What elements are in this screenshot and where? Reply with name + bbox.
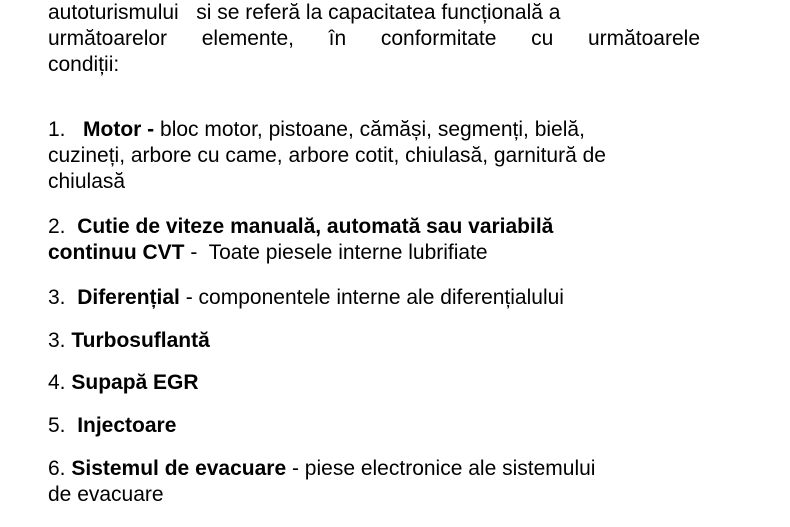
item-title: Cutie de viteze manuală, automată sau variabilă bbox=[77, 215, 554, 238]
list-item-sistemul-de-evacuare bbox=[48, 456, 700, 508]
item-text: de evacuare bbox=[48, 483, 164, 506]
list-item-turbosuflanta bbox=[48, 328, 700, 354]
intro-paragraph bbox=[48, 0, 700, 78]
list-item-diferential bbox=[48, 285, 700, 311]
item-text: - Toate piesele interne lubrifiate bbox=[184, 241, 488, 264]
list-item-injectoare bbox=[48, 413, 700, 439]
item-title: Supapă EGR bbox=[71, 371, 199, 394]
item-title: Sistemul de evacuare bbox=[71, 457, 287, 480]
item-text: bloc motor, pistoane, cămăși, segmenți, bielă, bbox=[154, 118, 585, 141]
item-number: 3. bbox=[48, 286, 66, 309]
item-number: 6. bbox=[48, 457, 66, 480]
item-number: 2. bbox=[48, 215, 66, 238]
intro-line-3: condiții: bbox=[48, 53, 120, 76]
item-text: - piese electronice ale sistemului bbox=[286, 457, 596, 480]
item-text: cuzineți, arbore cu came, arbore cotit, chiulasă, garnitură de bbox=[48, 144, 606, 167]
item-title: Turbosuflantă bbox=[71, 329, 210, 352]
item-title: continuu CVT bbox=[48, 241, 185, 264]
list-item-motor bbox=[48, 117, 700, 195]
item-title: Diferențial bbox=[77, 286, 180, 309]
list-item-cutie-de-viteze bbox=[48, 214, 700, 266]
intro-line-1: autoturismului si se referă la capacitatea funcțională a bbox=[48, 1, 561, 24]
item-title: Motor - bbox=[83, 118, 155, 141]
item-text: chiulasă bbox=[48, 170, 126, 193]
list-item-supapa-egr bbox=[48, 370, 700, 396]
item-number: 3. bbox=[48, 329, 66, 352]
item-text: - componentele interne ale diferențialului bbox=[179, 286, 564, 309]
item-number: 4. bbox=[48, 371, 66, 394]
intro-line-2: următoarelor elemente, în conformitate cu următoarele bbox=[48, 27, 700, 50]
item-number: 5. bbox=[48, 414, 66, 437]
item-number: 1. bbox=[48, 118, 66, 141]
item-title: Injectoare bbox=[77, 414, 177, 437]
